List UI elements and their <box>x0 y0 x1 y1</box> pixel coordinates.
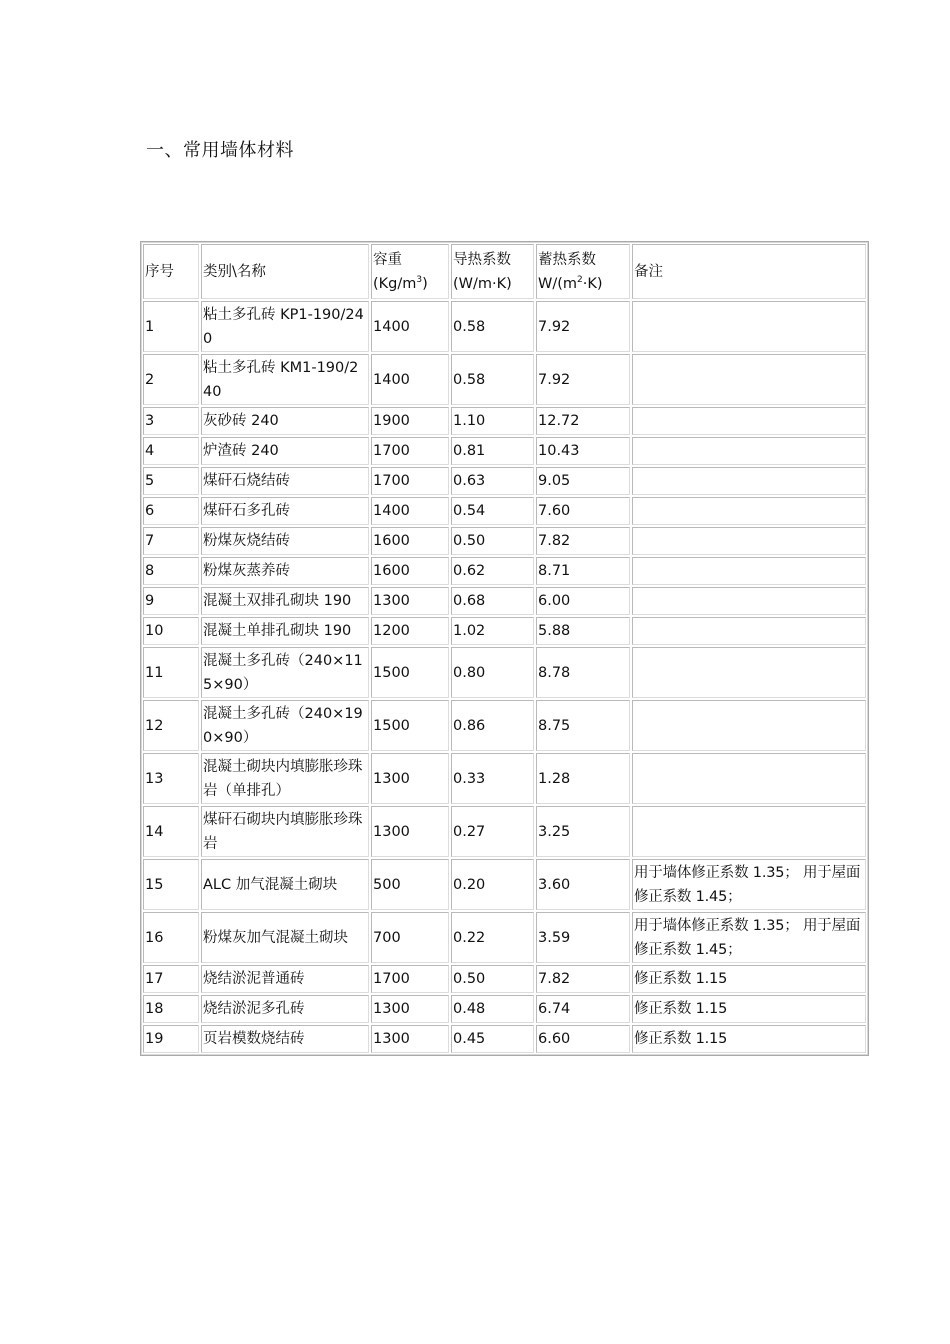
cell-no: 9 <box>143 587 199 615</box>
cell-name: 炉渣砖 240 <box>201 437 369 465</box>
cell-storage: 3.59 <box>536 912 630 963</box>
table-row <box>143 912 866 963</box>
cell-name: 粉煤灰加气混凝土砌块 <box>201 912 369 963</box>
table-row <box>143 965 866 993</box>
cell-no: 7 <box>143 527 199 555</box>
cell-no: 3 <box>143 407 199 435</box>
cell-no: 14 <box>143 806 199 857</box>
cell-storage: 7.60 <box>536 497 630 525</box>
cell-remark <box>632 354 866 405</box>
cell-conductivity: 1.10 <box>451 407 534 435</box>
cell-density: 1600 <box>371 527 449 555</box>
header-conductivity-unit: (W/m·K) <box>453 275 512 292</box>
cell-no: 5 <box>143 467 199 495</box>
cell-density: 1200 <box>371 617 449 645</box>
cell-storage: 8.78 <box>536 647 630 698</box>
cell-remark <box>632 617 866 645</box>
header-density-unit-pre: (Kg/m <box>373 275 417 292</box>
table-row <box>143 806 866 857</box>
cell-no: 16 <box>143 912 199 963</box>
cell-storage: 8.75 <box>536 700 630 751</box>
cell-storage: 6.00 <box>536 587 630 615</box>
cell-name: 烧结淤泥普通砖 <box>201 965 369 993</box>
cell-remark <box>632 753 866 804</box>
header-storage-unit-pre: W/(m <box>538 275 578 292</box>
materials-table-wrapper <box>140 241 869 1056</box>
table-row <box>143 587 866 615</box>
header-no: 序号 <box>143 244 199 299</box>
cell-conductivity: 0.48 <box>451 995 534 1023</box>
cell-storage: 7.82 <box>536 965 630 993</box>
cell-storage: 9.05 <box>536 467 630 495</box>
cell-name: 煤矸石烧结砖 <box>201 467 369 495</box>
cell-conductivity: 0.58 <box>451 354 534 405</box>
table-row <box>143 497 866 525</box>
header-name: 类别\名称 <box>201 244 369 299</box>
cell-name: 煤矸石多孔砖 <box>201 497 369 525</box>
cell-density: 1900 <box>371 407 449 435</box>
table-row <box>143 527 866 555</box>
cell-name: 煤矸石砌块内填膨胀珍珠岩 <box>201 806 369 857</box>
cell-remark <box>632 407 866 435</box>
table-row <box>143 647 866 698</box>
cell-conductivity: 0.33 <box>451 753 534 804</box>
cell-no: 17 <box>143 965 199 993</box>
cell-remark <box>632 806 866 857</box>
cell-storage: 12.72 <box>536 407 630 435</box>
cell-no: 6 <box>143 497 199 525</box>
cell-density: 1400 <box>371 301 449 352</box>
cell-remark <box>632 647 866 698</box>
header-remark: 备注 <box>632 244 866 299</box>
cell-storage: 3.60 <box>536 859 630 910</box>
table-header-row <box>143 244 866 299</box>
table-row <box>143 407 866 435</box>
cell-name: 混凝土双排孔砌块 190 <box>201 587 369 615</box>
cell-storage: 6.60 <box>536 1025 630 1053</box>
table-row <box>143 753 866 804</box>
cell-density: 1300 <box>371 587 449 615</box>
cell-conductivity: 0.86 <box>451 700 534 751</box>
cell-conductivity: 0.68 <box>451 587 534 615</box>
cell-conductivity: 0.20 <box>451 859 534 910</box>
cell-remark <box>632 437 866 465</box>
cell-conductivity: 0.50 <box>451 527 534 555</box>
cell-conductivity: 0.45 <box>451 1025 534 1053</box>
cell-conductivity: 0.62 <box>451 557 534 585</box>
cell-conductivity: 0.22 <box>451 912 534 963</box>
cell-remark <box>632 700 866 751</box>
cell-density: 1400 <box>371 497 449 525</box>
cell-density: 500 <box>371 859 449 910</box>
cell-density: 1300 <box>371 753 449 804</box>
cell-storage: 3.25 <box>536 806 630 857</box>
cell-name: 混凝土多孔砖（240×190×90） <box>201 700 369 751</box>
cell-no: 19 <box>143 1025 199 1053</box>
cell-density: 1700 <box>371 437 449 465</box>
cell-conductivity: 0.54 <box>451 497 534 525</box>
cell-remark <box>632 557 866 585</box>
cell-remark: 修正系数 1.15 <box>632 995 866 1023</box>
cell-storage: 5.88 <box>536 617 630 645</box>
cell-name: 灰砂砖 240 <box>201 407 369 435</box>
cell-density: 1500 <box>371 647 449 698</box>
cell-remark: 修正系数 1.15 <box>632 965 866 993</box>
cell-conductivity: 0.81 <box>451 437 534 465</box>
table-row <box>143 437 866 465</box>
cell-name: ALC 加气混凝土砌块 <box>201 859 369 910</box>
table-row <box>143 467 866 495</box>
cell-name: 页岩模数烧结砖 <box>201 1025 369 1053</box>
cell-storage: 7.92 <box>536 354 630 405</box>
table-row <box>143 1025 866 1053</box>
cell-name: 粉煤灰烧结砖 <box>201 527 369 555</box>
cell-name: 混凝土砌块内填膨胀珍珠岩（单排孔） <box>201 753 369 804</box>
cell-remark <box>632 587 866 615</box>
header-density-label: 容重 <box>373 251 402 268</box>
cell-storage: 7.92 <box>536 301 630 352</box>
cell-no: 18 <box>143 995 199 1023</box>
cell-no: 2 <box>143 354 199 405</box>
header-density <box>371 244 449 299</box>
cell-no: 11 <box>143 647 199 698</box>
cell-conductivity: 0.80 <box>451 647 534 698</box>
cell-storage: 7.82 <box>536 527 630 555</box>
cell-storage: 1.28 <box>536 753 630 804</box>
cell-no: 4 <box>143 437 199 465</box>
cell-name: 烧结淤泥多孔砖 <box>201 995 369 1023</box>
section-heading: 一、常用墙体材料 <box>146 140 294 161</box>
cell-name: 粘土多孔砖 KP1-190/240 <box>201 301 369 352</box>
cell-density: 1400 <box>371 354 449 405</box>
cell-density: 1600 <box>371 557 449 585</box>
table-row <box>143 301 866 352</box>
cell-conductivity: 0.50 <box>451 965 534 993</box>
table-row <box>143 995 866 1023</box>
cell-no: 12 <box>143 700 199 751</box>
header-storage-label: 蓄热系数 <box>538 251 596 268</box>
cell-density: 1500 <box>371 700 449 751</box>
cell-density: 1300 <box>371 1025 449 1053</box>
cell-density: 1700 <box>371 467 449 495</box>
header-conductivity <box>451 244 534 299</box>
cell-remark <box>632 301 866 352</box>
cell-no: 8 <box>143 557 199 585</box>
cell-remark: 用于墙体修正系数 1.35； 用于屋面修正系数 1.45； <box>632 859 866 910</box>
cell-no: 1 <box>143 301 199 352</box>
cell-remark: 用于墙体修正系数 1.35； 用于屋面修正系数 1.45； <box>632 912 866 963</box>
cell-name: 粉煤灰蒸养砖 <box>201 557 369 585</box>
cell-conductivity: 1.02 <box>451 617 534 645</box>
header-storage-unit-post: ·K) <box>582 275 603 292</box>
table-row <box>143 354 866 405</box>
header-density-unit-sup: 3 <box>416 274 423 285</box>
cell-name: 混凝土多孔砖（240×115×90） <box>201 647 369 698</box>
cell-density: 700 <box>371 912 449 963</box>
cell-remark: 修正系数 1.15 <box>632 1025 866 1053</box>
table-row <box>143 617 866 645</box>
table-row <box>143 557 866 585</box>
cell-storage: 8.71 <box>536 557 630 585</box>
header-conductivity-label: 导热系数 <box>453 251 511 268</box>
cell-remark <box>632 527 866 555</box>
cell-density: 1300 <box>371 806 449 857</box>
table-row <box>143 700 866 751</box>
cell-remark <box>632 497 866 525</box>
cell-density: 1300 <box>371 995 449 1023</box>
cell-storage: 10.43 <box>536 437 630 465</box>
cell-conductivity: 0.58 <box>451 301 534 352</box>
cell-density: 1700 <box>371 965 449 993</box>
cell-conductivity: 0.27 <box>451 806 534 857</box>
header-storage <box>536 244 630 299</box>
cell-name: 粘土多孔砖 KM1-190/240 <box>201 354 369 405</box>
cell-no: 13 <box>143 753 199 804</box>
table-row <box>143 859 866 910</box>
cell-no: 15 <box>143 859 199 910</box>
materials-table <box>140 241 869 1056</box>
cell-name: 混凝土单排孔砌块 190 <box>201 617 369 645</box>
cell-storage: 6.74 <box>536 995 630 1023</box>
cell-no: 10 <box>143 617 199 645</box>
header-density-unit-post: ) <box>422 275 428 292</box>
table-body <box>143 301 866 1053</box>
cell-remark <box>632 467 866 495</box>
cell-conductivity: 0.63 <box>451 467 534 495</box>
header-storage-unit-sup: 2 <box>577 274 583 285</box>
